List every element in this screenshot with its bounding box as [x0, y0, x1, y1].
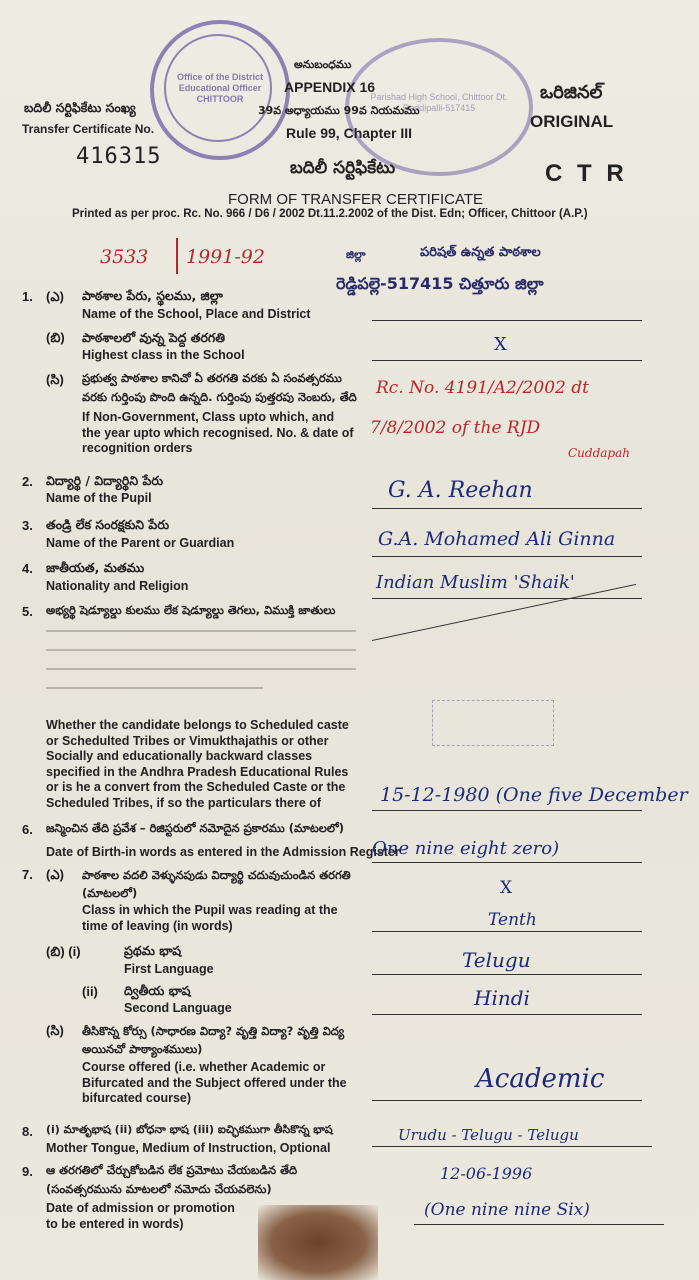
- item-4-english: Nationality and Religion: [46, 579, 189, 593]
- item-7a-label: (ఎ): [46, 867, 64, 882]
- item-7c-label: (సి): [46, 1023, 64, 1038]
- item-2-english: Name of the Pupil: [46, 491, 152, 505]
- item-1c-english: If Non-Government, Class upto which, and the year upto which recognised. No. & date of recognition orders: [82, 410, 354, 455]
- school-rect-stamp: [432, 700, 554, 746]
- school-stamp-name: పరిషత్ ఉన్నత పాఠశాల: [420, 245, 541, 260]
- item-3-telugu: తండ్రి లేక సంరక్షకుని పేరు: [46, 517, 170, 532]
- item-6-telugu: జన్మించిన తేది ప్రవేశ – రిజిస్టరులో నమోదైన ప్రకారము (మాటలలో): [46, 821, 344, 835]
- item-7a-english: Class in which the Pupil was reading at the time of leaving (in words): [82, 903, 338, 933]
- item-7a-value-1: X: [500, 878, 513, 898]
- item-7b-i-label: (బి) (i): [46, 944, 81, 959]
- item-7b-i-telugu: ప్రథమ భాష: [124, 943, 182, 958]
- item-7b-i-answer-line: [372, 974, 642, 975]
- tc-number-label-telugu: బదిలీ సర్టిఫికేటు సంఖ్య: [24, 100, 136, 115]
- first-language-value: Telugu: [462, 948, 531, 972]
- item-1c-value-2: 7/8/2002 of the RJD: [370, 418, 541, 438]
- item-1c-telugu: ప్రభుత్వ పాఠశాల కానిచో ఏ తరగతి వరకు ఏ సంవత్సరము: [82, 371, 342, 385]
- rule-label: Rule 99, Chapter III: [286, 125, 413, 141]
- admission-divider: [176, 238, 178, 274]
- class-leaving-value: Tenth: [488, 910, 537, 930]
- nationality-religion-value: Indian Muslim 'Shaik': [376, 572, 575, 593]
- item-4-number: 4.: [22, 561, 33, 576]
- appendix-label: APPENDIX 16: [284, 79, 376, 95]
- second-language-value: Hindi: [474, 986, 530, 1010]
- item-5-telugu: అభ్యర్థి షెడ్యూల్డు కులము లేక షెడ్యూల్డు తెగలు, విముక్తి జాతులు: [46, 603, 336, 617]
- item-1-number: 1.: [22, 289, 33, 304]
- item-2-answer-line: [372, 508, 642, 509]
- tc-number-label: Transfer Certificate No.: [22, 122, 155, 136]
- item-5-english: Whether the candidate belongs to Scheduled caste or Schedulted Tribes or Vimukthajathis or other Socially and educationally backward classes specified in the Andhra Pradesh Educational Rules or is he a convert from the Scheduled Caste or the Scheduled Tribes, if so the particulars there of: [46, 718, 349, 810]
- item-7a-answer-line: [372, 931, 642, 932]
- item-6-number: 6.: [22, 822, 33, 837]
- ctr-label: C T R: [545, 160, 628, 187]
- paper-stain: [258, 1205, 378, 1280]
- item-2-number: 2.: [22, 474, 33, 489]
- item-3-number: 3.: [22, 518, 33, 533]
- item-7b-i-english: First Language: [124, 962, 214, 976]
- item-3-answer-line: [372, 556, 642, 557]
- item-1a-telugu: పాఠశాల పేరు, స్థలము, జిల్లా: [82, 288, 223, 303]
- item-1c-label: (సి): [46, 372, 64, 387]
- annexure-telugu: అనుబంధము: [294, 58, 352, 71]
- dob-value: 15-12-1980 (One five December: [380, 784, 688, 806]
- item-1a-answer-line: [372, 320, 642, 321]
- original-label: ORIGINAL: [530, 112, 614, 131]
- certificate-title-telugu: బదిలీ సర్టిఫికేటు: [290, 158, 396, 178]
- pupil-name-value: G. A. Reehan: [388, 478, 533, 503]
- item-7b-ii-answer-line: [372, 1014, 642, 1015]
- admission-date-value: 12-06-1996: [440, 1164, 533, 1183]
- item-7c-telugu: తీసికొన్న కోర్సు (సాధారణ విద్యా? వృత్తి విద్యా? వృత్తి విద్య అయినచో పాఠ్యాంశములు): [82, 1024, 345, 1056]
- item-3-english: Name of the Parent or Guardian: [46, 536, 235, 550]
- item-4-telugu: జాతీయత, మతము: [46, 560, 145, 575]
- item-8-english: Mother Tongue, Medium of Instruction, Optional: [46, 1141, 331, 1155]
- item-7c-english: Course offered (i.e. whether Academic or Bifurcated and the Subject offered under the bifurcated course): [82, 1060, 347, 1105]
- office-seal-text: Office of the District Educational Officer CHITTOOR: [176, 72, 263, 104]
- item-2-telugu: విద్యార్థి / విద్యార్థిని పేరు: [46, 473, 164, 488]
- district-telugu: జిల్లా: [346, 248, 366, 261]
- item-1a-english: Name of the School, Place and District: [82, 307, 311, 321]
- office-round-seal: [150, 20, 290, 160]
- tc-number: 416315: [76, 144, 162, 169]
- item-5-number: 5.: [22, 604, 33, 619]
- item-8-number: 8.: [22, 1124, 33, 1139]
- item-5-telugu-continuation: [46, 622, 356, 710]
- admission-number-handwritten: 3533: [100, 246, 149, 268]
- item-7-number: 7.: [22, 867, 33, 882]
- item-7c-answer-line: [372, 1100, 642, 1101]
- item-4-answer-line: [372, 598, 642, 599]
- item-7b-ii-telugu: ద్వితీయ భాష: [124, 983, 191, 998]
- form-title: FORM OF TRANSFER CERTIFICATE: [228, 191, 484, 208]
- item-1b-answer-line: [372, 360, 642, 361]
- item-9-english: Date of admission or promotion to be entered in words): [46, 1201, 235, 1231]
- dob-words-value: One nine eight zero): [372, 838, 560, 859]
- parent-name-value: G.A. Mohamed Ali Ginna: [378, 528, 616, 550]
- course-offered-value: Academic: [476, 1064, 605, 1094]
- rules-telugu: 39వ అధ్యాయము 99వ నియమము: [258, 104, 420, 117]
- languages-value: Urudu - Telugu - Telugu: [398, 1126, 579, 1144]
- school-stamp-place: రెడ్డిపల్లె-517415 చిత్తూరు జిల్లా: [336, 274, 544, 293]
- item-1c-value-1: Rc. No. 4191/A2/2002 dt: [376, 378, 589, 398]
- admission-date-words-value: (One nine nine Six): [424, 1200, 590, 1220]
- item-7b-ii-label: (ii): [82, 984, 98, 999]
- item-1b-telugu: పాఠశాలలో వున్న పెద్ద తరగతి: [82, 330, 225, 345]
- year-handwritten: 1991-92: [186, 246, 265, 268]
- item-7b-ii-english: Second Language: [124, 1001, 232, 1015]
- item-1b-value: X: [494, 334, 507, 355]
- printed-as-note: Printed as per proc. Rc. No. 966 / D6 / 2002 Dt.11.2.2002 of the Dist. Edn; Officer, Chittoor (A.P.): [72, 208, 588, 220]
- item-9-answer-line: [414, 1224, 664, 1225]
- item-6-answer-line-1: [372, 810, 642, 811]
- item-9-telugu: ఆ తరగతిలో చేర్చుకోబడిన లేక ప్రమోటు చేయబడిన తేది: [46, 1163, 298, 1177]
- item-1a-label: (ఎ): [46, 289, 64, 304]
- item-9-telugu-2: (సంవత్సరమును మాటలలో నమోదు చేయవలెను): [46, 1182, 272, 1196]
- item-1c-value-3: Cuddapah: [568, 446, 630, 460]
- item-1c-telugu-2: వరకు గుర్తింపు పొంది ఉన్నది. గుర్తింపు పుత్తరపు నెంబరు, తేది: [82, 390, 357, 404]
- item-6-english: Date of Birth-in words as entered in the Admission Register: [46, 845, 400, 859]
- school-seal-text: Parishad High School, Chittoor Dt. Reddipalli-517415: [370, 92, 508, 113]
- item-1b-english: Highest class in the School: [82, 348, 245, 362]
- item-6-answer-line-2: [372, 862, 642, 863]
- item-7a-telugu: పాఠశాల వదలి వెళ్ళునపుడు విద్యార్థి చదువుచుండిన తరగతి (మాటలలో): [82, 868, 351, 900]
- item-1b-label: (బి): [46, 330, 65, 345]
- item-8-telugu: (i) మాతృభాష (ii) బోధనా భాష (iii) ఐచ్ఛికముగా తీసికొన్న భాష: [46, 1123, 333, 1136]
- item-9-number: 9.: [22, 1164, 33, 1179]
- item-8-answer-line: [372, 1146, 652, 1147]
- original-telugu: ఒరిజినల్: [540, 82, 603, 103]
